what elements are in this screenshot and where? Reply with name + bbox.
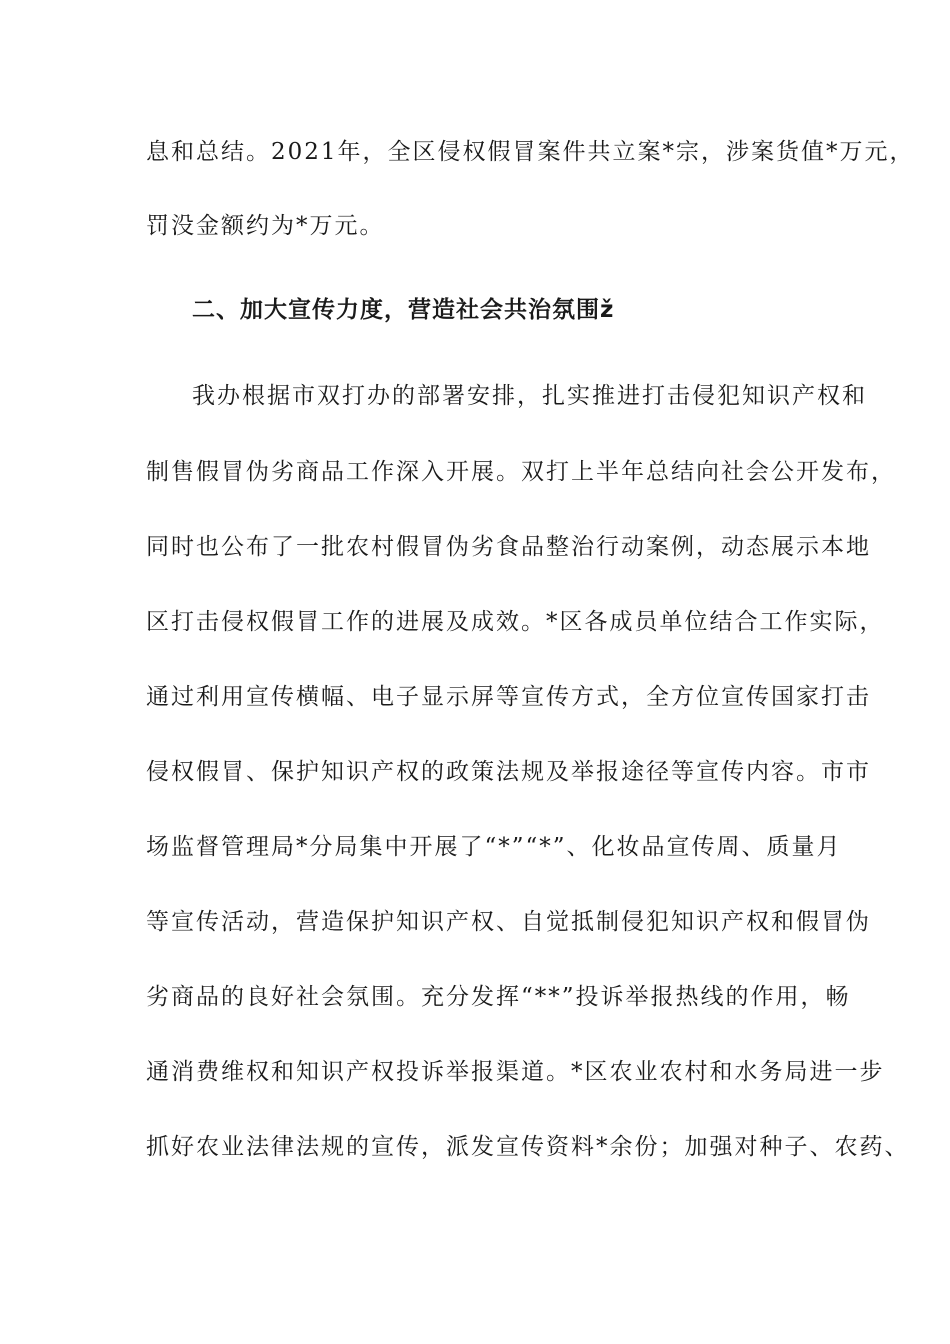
body-text-line: 抓好农业法律法规的宣传，派发宣传资料*余份；加强对种子、农药、 bbox=[146, 1134, 910, 1160]
section-heading: 二、加大宣传力度，营造社会共治氛围ž bbox=[192, 297, 615, 323]
body-text-line: 侵权假冒、保护知识产权的政策法规及举报途径等宣传内容。市市 bbox=[146, 759, 871, 785]
body-text-line: 同时也公布了一批农村假冒伪劣食品整治行动案例，动态展示本地 bbox=[146, 534, 871, 560]
body-text-line: 制售假冒伪劣商品工作深入开展。双打上半年总结向社会公开发布， bbox=[146, 459, 896, 485]
body-text-line: 劣商品的良好社会氛围。充分发挥“**”投诉举报热线的作用，畅 bbox=[146, 984, 851, 1010]
body-text-line: 场监督管理局*分局集中开展了“*”“*”、化妆品宣传周、质量月 bbox=[146, 834, 842, 860]
body-text-line: 息和总结。2021年，全区侵权假冒案件共立案*宗，涉案货值*万元， bbox=[146, 139, 915, 165]
paragraph-first-line: 我办根据市双打办的部署安排，扎实推进打击侵犯知识产权和 bbox=[192, 383, 867, 409]
body-text-line: 区打击侵权假冒工作的进展及成效。*区各成员单位结合工作实际， bbox=[146, 609, 885, 635]
body-text-line: 通消费维权和知识产权投诉举报渠道。*区农业农村和水务局进一步 bbox=[146, 1059, 885, 1085]
body-text-line: 通过利用宣传横幅、电子显示屏等宣传方式，全方位宣传国家打击 bbox=[146, 684, 871, 710]
body-text-line: 罚没金额约为*万元。 bbox=[146, 213, 385, 239]
body-text-line: 等宣传活动，营造保护知识产权、自觉抵制侵犯知识产权和假冒伪 bbox=[146, 909, 871, 935]
